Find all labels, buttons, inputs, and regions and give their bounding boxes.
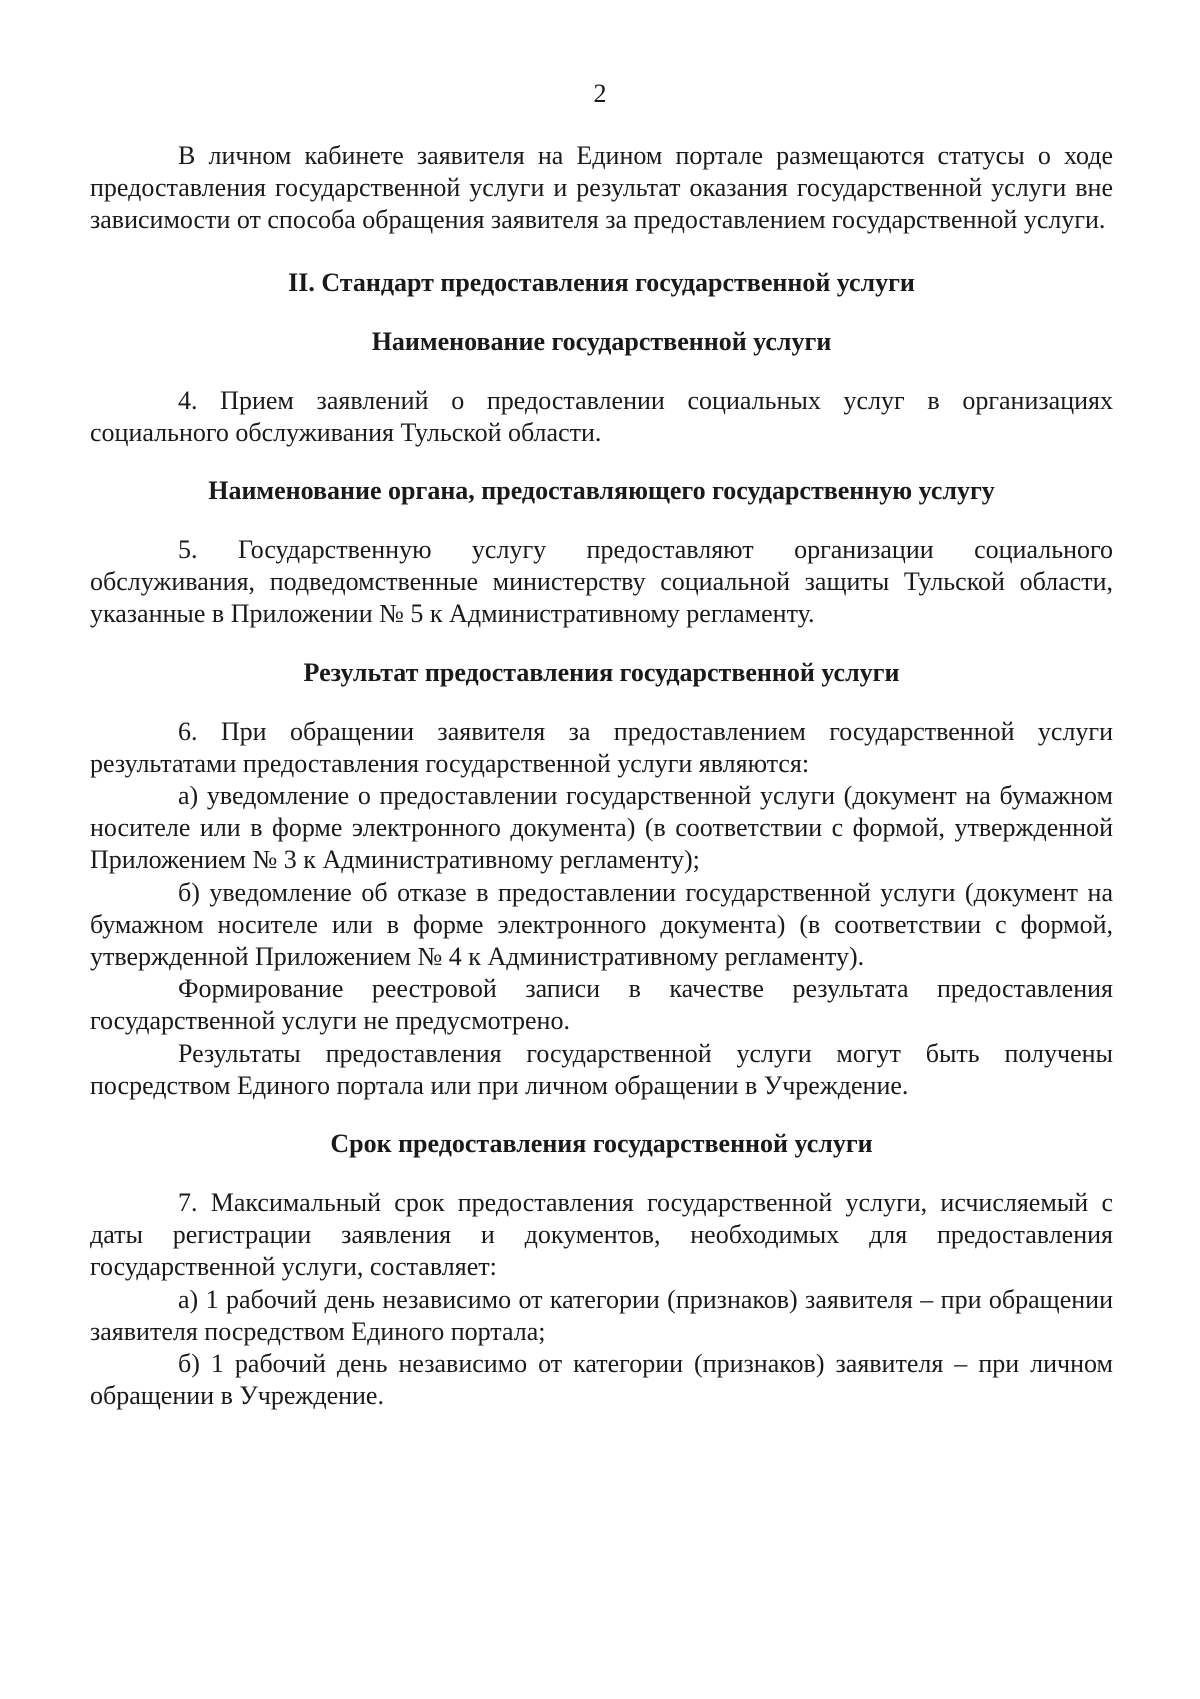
paragraph-6: 6. При обращении заявителя за предоставлением государственной услуги результатами предоставления государственной услуги являются: [90,716,1113,778]
paragraph-results-obtained: Результаты предоставления государственной услуги могут быть получены посредством Единого портала или при личном обращении в Учреждение. [90,1038,1113,1100]
document-body [90,140,1113,1412]
paragraph-5: 5. Государственную услугу предоставляют организации социального обслуживания, подведомственные министерству социальной защиты Тульской области, указанные в Приложении № 5 к Административному регламенту. [90,535,1113,629]
paragraph-7: 7. Максимальный срок предоставления государственной услуги, исчисляемый с даты регистрации заявления и документов, необходимых для предоставления государственной услуги, составляет: [90,1188,1113,1282]
heading-service-name: Наименование государственной услуги [371,326,832,356]
heading-providing-body: Наименование органа, предоставляющего государственную услугу [208,476,995,506]
heading-term: Срок предоставления государственной услуги [330,1129,873,1159]
paragraph-6a: а) уведомление о предоставлении государственной услуги (документ на бумажном носителе или в форме электронного документа) (в соответствии с формой, утвержденной Приложением № 3 к Административному регламенту); [90,781,1113,875]
intro-paragraph: В личном кабинете заявителя на Едином портале размещаются статусы о ходе предоставления государственной услуги и результат оказания государственной услуги вне зависимости от способа обращения заявителя за предоставлением государственной услуги. [90,141,1113,235]
heading-result: Результат предоставления государственной услуги [303,657,900,687]
page-number: 2 [593,79,607,108]
paragraph-7a: а) 1 рабочий день независимо от категории (признаков) заявителя – при обращении заявителя посредством Единого портала; [90,1284,1113,1346]
paragraph-6b: б) уведомление об отказе в предоставлении государственной услуги (документ на бумажном носителе или в форме электронного документа) (в соответствии с формой, утвержденной Приложением № 4 к Административному регламенту). [90,877,1113,972]
paragraph-4: 4. Прием заявлений о предоставлении социальных услуг в организациях социального обслуживания Тульской области. [90,385,1113,447]
paragraph-registry-record: Формирование реестровой записи в качестве результата предоставления государственной услуги не предусмотрено. [90,974,1113,1036]
paragraph-7b: б) 1 рабочий день независимо от категории (признаков) заявителя – при личном обращении в Учреждение. [90,1349,1113,1411]
section-title: II. Стандарт предоставления государственной услуги [288,267,915,297]
